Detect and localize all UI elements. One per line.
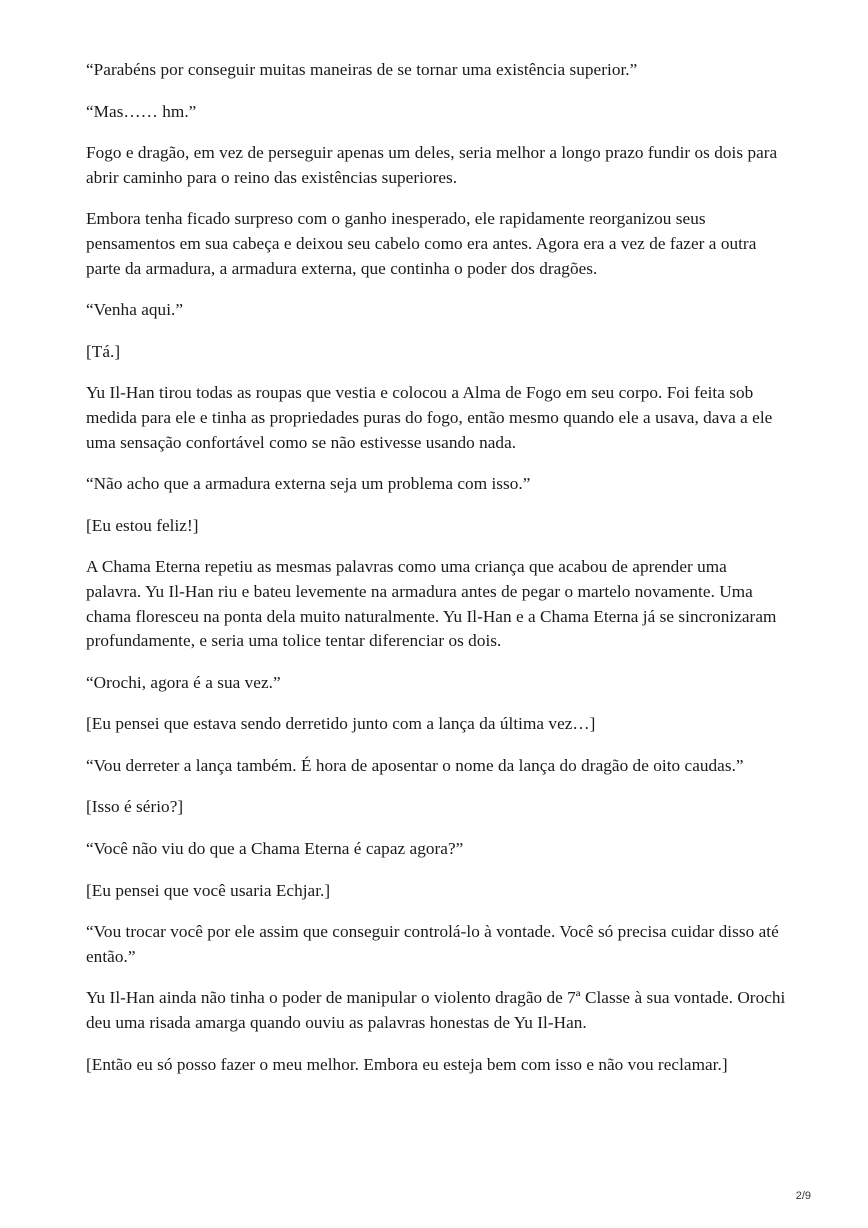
paragraph: “Venha aqui.” — [86, 300, 184, 320]
paragraph: “Vou trocar você por ele assim que conseguir controlá-lo à vontade. Você só precisa cuidar disso até então.” — [86, 922, 779, 966]
paragraph: “Você não viu do que a Chama Eterna é capaz agora?” — [86, 839, 464, 859]
paragraph: Yu Il-Han ainda não tinha o poder de manipular o violento dragão de 7ª Classe à sua vontade. Orochi deu uma risada amarga quando ouviu as palavras honestas de Yu Il-Han. — [86, 988, 786, 1033]
paragraph: [Então eu só posso fazer o meu melhor. Embora eu esteja bem com isso e não vou reclamar.] — [86, 1054, 728, 1074]
paragraph: [Eu pensei que você usaria Echjar.] — [86, 880, 331, 900]
page-number: 2/9 — [795, 1190, 811, 1202]
document-body — [86, 58, 786, 1094]
paragraph: “Orochi, agora é a sua vez.” — [86, 672, 281, 692]
paragraph: [Isso é sério?] — [86, 797, 184, 817]
paragraph: “Mas…… hm.” — [86, 101, 197, 121]
paragraph: “Parabéns por conseguir muitas maneiras de se tornar uma existência superior.” — [86, 60, 638, 79]
paragraph: “Não acho que a armadura externa seja um problema com isso.” — [86, 474, 531, 494]
paragraph: [Tá.] — [86, 341, 121, 361]
paragraph: [Eu estou feliz!] — [86, 515, 199, 535]
paragraph: A Chama Eterna repetiu as mesmas palavras como uma criança que acabou de aprender uma palavra. Yu Il-Han riu e bateu levemente na armadura antes de pegar o martelo novamente. Uma chama floresceu na ponta dela muito naturalmente. Yu Il-Han e a Chama Eterna já se sincronizaram profundamente, e seria uma tolice tentar diferenciar os dois. — [86, 557, 777, 651]
paragraph: Fogo e dragão, em vez de perseguir apenas um deles, seria melhor a longo prazo fundir os dois para abrir caminho para o reino das existências superiores. — [86, 143, 778, 187]
paragraph: “Vou derreter a lança também. É hora de aposentar o nome da lança do dragão de oito caudas.” — [86, 755, 744, 775]
paragraph: [Eu pensei que estava sendo derretido junto com a lança da última vez…] — [86, 714, 596, 734]
paragraph: Embora tenha ficado surpreso com o ganho inesperado, ele rapidamente reorganizou seus pensamentos em sua cabeça e deixou seu cabelo como era antes. Agora era a vez de fazer a outra parte da armadura, a armadura externa, que continha o poder dos dragões. — [86, 209, 757, 278]
paragraph: Yu Il-Han tirou todas as roupas que vestia e colocou a Alma de Fogo em seu corpo. Foi feita sob medida para ele e tinha as propriedades puras do fogo, então mesmo quando ele a usava, dava a ele uma sensação confortável como se não estivesse usando nada. — [86, 383, 773, 452]
